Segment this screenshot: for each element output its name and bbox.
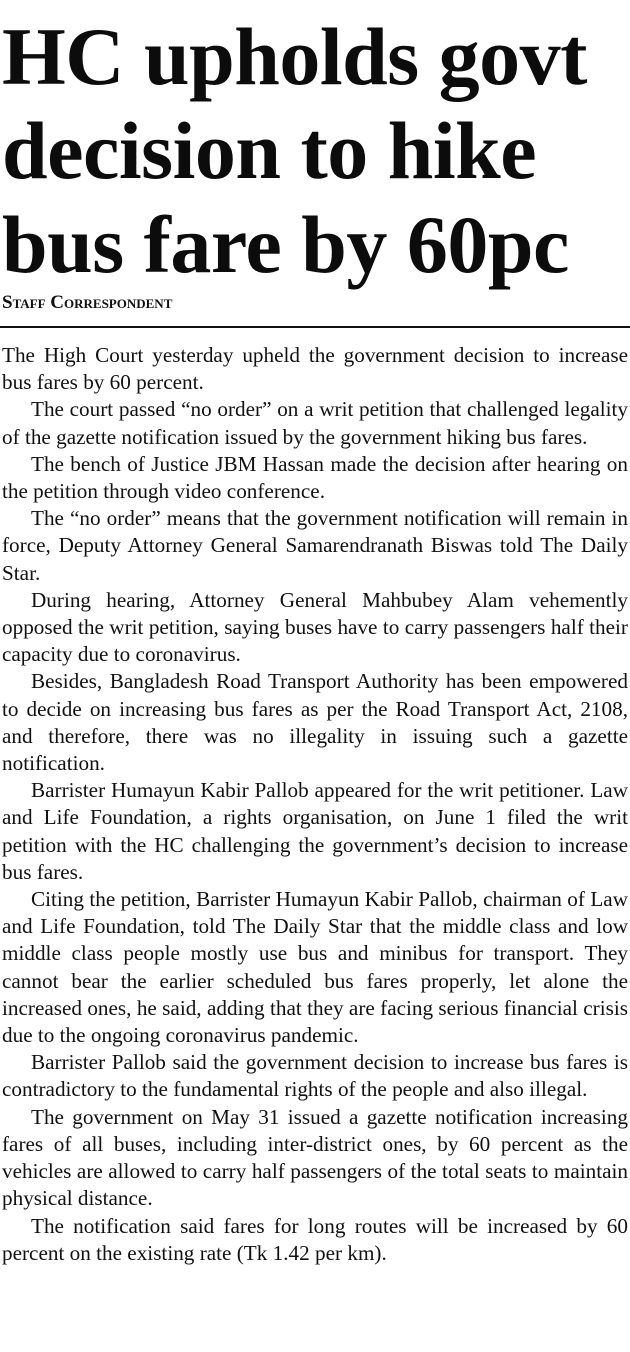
- paragraph: The “no order” means that the government notification will remain in force, Deputy Attorney General Samarendranath Biswas told The Daily Star.: [2, 506, 628, 585]
- paragraph: The government on May 31 issued a gazette notification increasing fares of all buses, including inter-district ones, by 60 percent as the vehicles are allowed to carry half passengers of the total seats to maintain physical distance.: [2, 1104, 628, 1211]
- paragraph: The court passed “no order” on a writ petition that challenged legality of the gazette notification issued by the government hiking bus fares.: [2, 397, 628, 449]
- paragraph: The notification said fares for long routes will be increased by 60 percent on the existing rate (Tk 1.42 per km).: [2, 1213, 628, 1265]
- headline: [0, 0, 630, 292]
- paragraph: The High Court yesterday upheld the government decision to increase bus fares by 60 percent.: [2, 343, 628, 395]
- byline: Staff Correspondent: [2, 292, 173, 313]
- headline-line: HC upholds govt: [2, 11, 587, 102]
- article-body: [0, 328, 628, 1267]
- paragraph: During hearing, Attorney General Mahbubey Alam vehemently opposed the writ petition, saying buses have to carry passengers half their capacity due to coronavirus.: [2, 587, 628, 667]
- paragraph: The bench of Justice JBM Hassan made the decision after hearing on the petition through video conference.: [2, 451, 628, 504]
- paragraph: Barrister Humayun Kabir Pallob appeared for the writ petitioner. Law and Life Foundation, a rights organisation, on June 1 filed the writ petition with the HC challenging the government’s decision to increase bus fares.: [2, 778, 628, 884]
- headline-line: decision to hike: [2, 105, 537, 196]
- paragraph: Besides, Bangladesh Road Transport Authority has been empowered to decide on increasing bus fares as per the Road Transport Act, 2108, and therefore, there was no illegality in issuing such a gazette notification.: [2, 669, 628, 776]
- paragraph: Barrister Pallob said the government decision to increase bus fares is contradictory to the fundamental rights of the people and also illegal.: [2, 1050, 628, 1102]
- headline-line: bus fare by 60pc: [2, 199, 569, 290]
- paragraph: Citing the petition, Barrister Humayun Kabir Pallob, chairman of Law and Life Foundation, told The Daily Star that the middle class and low middle class people mostly use bus and minibus for transport. They cannot bear the earlier scheduled bus fares properly, let alone the increased ones, he said, adding that they are facing serious financial crisis due to the ongoing coronavirus pandemic.: [2, 887, 628, 1048]
